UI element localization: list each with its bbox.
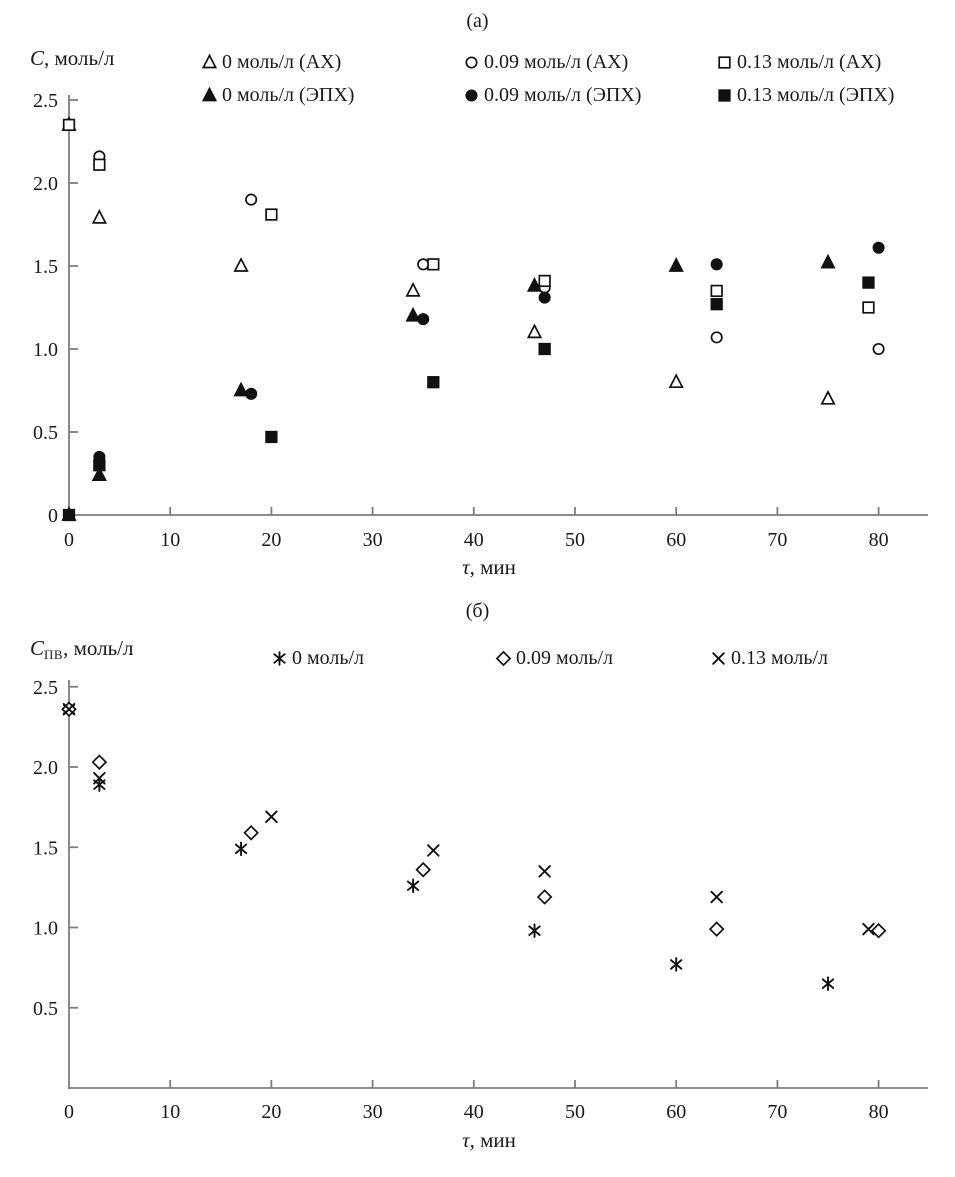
marker-diamond-open <box>93 756 106 769</box>
marker-diamond-open <box>710 923 723 936</box>
y-tick-label: 1.5 <box>33 837 58 860</box>
panel-b-y-axis-title <box>30 636 133 663</box>
marker-diamond-open <box>245 826 258 839</box>
y-tick-label: 2.0 <box>33 757 58 779</box>
marker-asterisk <box>94 778 104 791</box>
legend-label: 0.13 моль/л (АХ) <box>737 51 882 73</box>
y-tick-label: 0 <box>48 505 58 527</box>
panel-a-x-symbol: τ <box>462 555 470 579</box>
x-tick-label: 40 <box>463 529 484 551</box>
series-circle-open <box>64 120 884 354</box>
marker-circle-filled <box>539 292 549 302</box>
y-tick-label: 1.0 <box>33 917 58 940</box>
x-tick-label: 20 <box>261 1101 282 1123</box>
marker-triangle-open <box>93 211 105 223</box>
marker-circle-open <box>246 194 256 204</box>
marker-triangle-filled <box>822 256 834 268</box>
marker-square-filled <box>64 510 75 521</box>
marker-cross <box>711 892 722 903</box>
x-tick-label: 10 <box>160 529 181 551</box>
series-asterisk <box>64 703 833 990</box>
x-tick-label: 60 <box>666 529 687 551</box>
panel-b-x-axis-title <box>389 1128 589 1153</box>
legend-label: 0.13 моль/л <box>731 647 829 669</box>
panel-b-x-units: , мин <box>469 1128 516 1152</box>
legend-label: 0.09 моль/л (ЭПХ) <box>484 84 642 106</box>
marker-square-filled <box>266 432 277 443</box>
marker-triangle-open <box>670 375 682 387</box>
panel-b-plot <box>33 677 928 1123</box>
y-tick-label: 1.5 <box>33 256 58 278</box>
marker-diamond-open <box>538 890 551 903</box>
y-tick-label: 2.5 <box>33 90 58 112</box>
marker-square-open <box>428 259 439 270</box>
x-tick-label: 30 <box>362 529 383 551</box>
marker-triangle-filled <box>670 259 682 271</box>
legend-label: 0 моль/л (ЭПХ) <box>222 84 355 106</box>
marker-square-open <box>266 209 277 220</box>
marker-asterisk <box>408 879 418 892</box>
marker-square-open <box>94 159 105 170</box>
marker-square-open <box>863 302 874 313</box>
legend-label: 0 моль/л <box>292 647 365 669</box>
panel-a-y-axis-title <box>30 46 114 71</box>
panel-b-y-units: , моль/л <box>63 636 134 660</box>
marker-square-filled <box>863 277 874 288</box>
x-tick-label: 10 <box>160 1101 181 1123</box>
y-tick-label: 2.0 <box>33 173 58 195</box>
marker-square-filled <box>428 377 439 388</box>
panel-a-y-symbol: C <box>30 46 45 70</box>
legend-label: 0.09 моль/л (АХ) <box>484 51 629 73</box>
y-tick-label: 0.5 <box>33 997 58 1020</box>
panel-a-x-units: , мин <box>469 555 516 579</box>
marker-circle-open <box>418 259 428 269</box>
marker-asterisk <box>236 843 246 856</box>
marker-cross <box>539 866 550 877</box>
marker-triangle-open <box>407 284 419 296</box>
marker-square-filled <box>711 299 722 310</box>
legend-label: 0.13 моль/л (ЭПХ) <box>737 84 895 106</box>
marker-triangle-open <box>528 325 540 337</box>
panel-a-y-units: , моль/л <box>44 46 115 70</box>
x-tick-label: 80 <box>868 1101 889 1123</box>
series-square-open <box>64 120 874 313</box>
x-tick-label: 70 <box>767 529 788 551</box>
marker-square-open <box>64 120 75 131</box>
marker-asterisk <box>671 958 681 971</box>
y-tick-label: 1.0 <box>33 339 58 361</box>
panel-b-y-symbol: C <box>30 636 45 660</box>
marker-circle-filled <box>873 243 883 253</box>
panel-a-x-axis-title <box>389 555 589 580</box>
legend-label: 0 моль/л (АХ) <box>222 51 342 73</box>
x-tick-label: 70 <box>767 1101 788 1123</box>
marker-circle-filled <box>246 389 256 399</box>
marker-square-filled <box>94 460 105 471</box>
marker-circle-open <box>711 332 721 342</box>
marker-square-open <box>539 276 550 287</box>
y-tick-label: 2.5 <box>33 676 58 699</box>
marker-circle-filled <box>418 314 428 324</box>
panel-a-title: (а) <box>466 10 489 32</box>
y-tick-label: 0.5 <box>33 422 58 444</box>
series-diamond-open <box>62 703 885 938</box>
legend-label: 0.09 моль/л <box>516 647 614 669</box>
x-tick-label: 0 <box>64 1101 74 1123</box>
x-tick-label: 30 <box>362 1101 383 1123</box>
x-tick-label: 20 <box>261 529 282 551</box>
marker-cross <box>266 811 277 822</box>
marker-cross <box>863 924 874 935</box>
marker-circle-filled <box>711 259 721 269</box>
marker-triangle-open <box>822 392 834 404</box>
marker-asterisk <box>823 977 833 990</box>
x-tick-label: 0 <box>64 529 74 551</box>
series-circle-filled <box>64 243 884 521</box>
panel-b-title: (б) <box>465 600 490 622</box>
x-tick-label: 40 <box>463 1101 484 1123</box>
panel-a-plot <box>33 90 928 551</box>
marker-asterisk <box>529 924 539 937</box>
panel-b-x-symbol: τ <box>462 1128 470 1152</box>
x-tick-label: 80 <box>868 529 889 551</box>
marker-square-filled <box>539 344 550 355</box>
x-tick-label: 50 <box>565 529 585 551</box>
panel-b-y-subscript: ПВ <box>44 647 64 662</box>
marker-cross <box>428 845 439 856</box>
marker-circle-open <box>873 344 883 354</box>
series-square-filled <box>64 277 874 520</box>
marker-triangle-open <box>235 259 247 271</box>
x-tick-label: 60 <box>666 1101 687 1123</box>
x-tick-label: 50 <box>565 1101 585 1123</box>
marker-square-open <box>711 286 722 297</box>
series-cross <box>64 704 874 934</box>
marker-diamond-open <box>417 863 430 876</box>
